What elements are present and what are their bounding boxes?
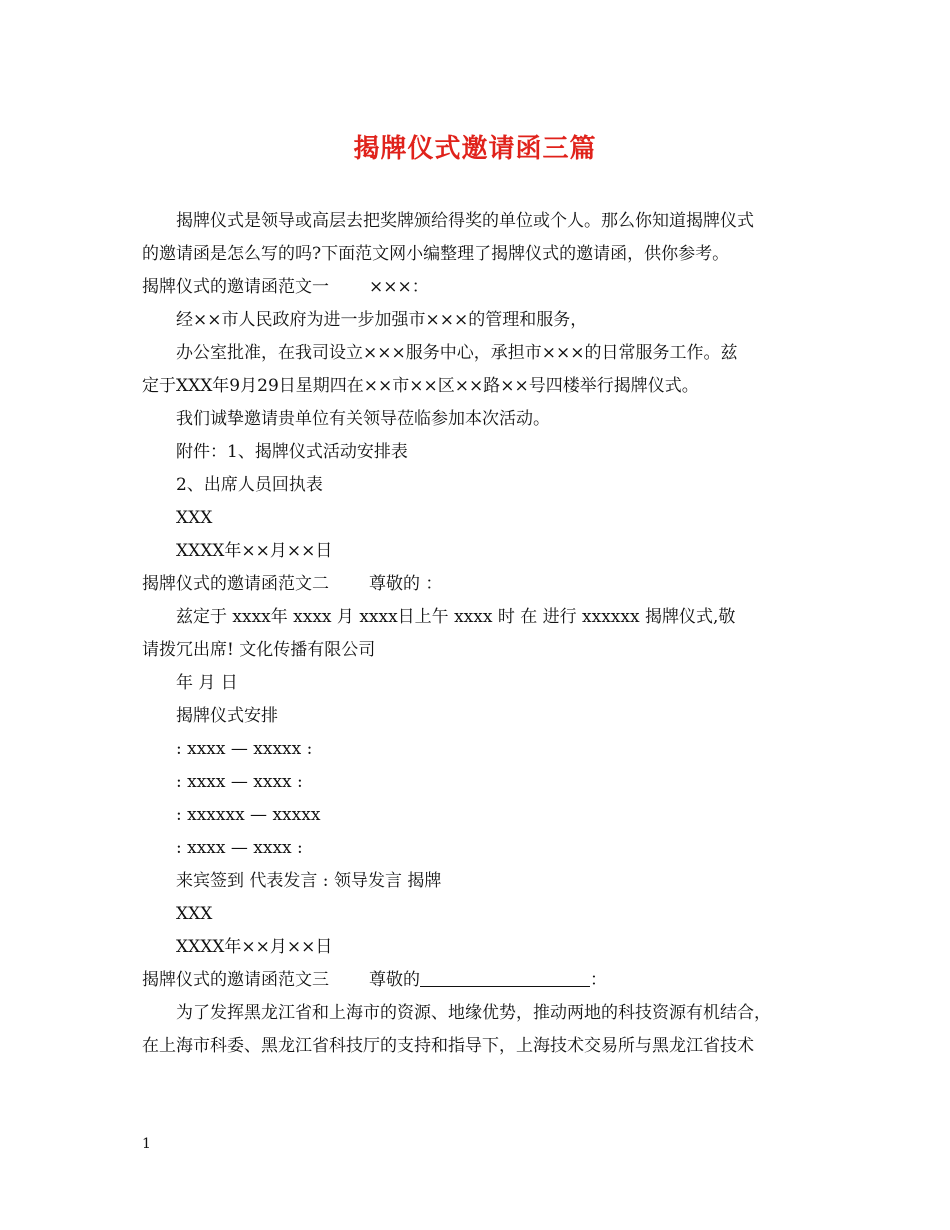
sample2-line: 来宾签到 代表发言 : 领导发言 揭牌 <box>176 871 442 891</box>
page-number: 1 <box>142 1136 151 1152</box>
sample3-heading: 揭牌仪式的邀请函范文三 <box>142 970 329 990</box>
sample2-line: XXX <box>176 904 213 924</box>
sample1-line: XXX <box>176 508 213 528</box>
sample3-salutation-prefix: 尊敬的 <box>369 970 420 990</box>
sample2-line: : xxxx — xxxxx : <box>176 739 313 759</box>
sample2-line: 兹定于 xxxx年 xxxx 月 xxxx日上午 xxxx 时 在 进行 xxxxxx 揭牌仪式,敬 <box>176 607 736 627</box>
sample3-heading-line <box>142 964 822 997</box>
sample2-line: 年 月 日 <box>176 673 238 693</box>
sample3-line: 为了发挥黑龙江省和上海市的资源、地缘优势，推动两地的科技资源有机结合， <box>176 1003 771 1023</box>
sample2-salutation: 尊敬的 ： <box>369 574 443 594</box>
document-body <box>142 205 822 1063</box>
sample2-line: : xxxx — xxxx : <box>176 772 303 792</box>
sample2-heading: 揭牌仪式的邀请函范文二 <box>142 574 329 594</box>
sample2-line: 揭牌仪式安排 <box>176 706 278 726</box>
sample2-line: : xxxxxx — xxxxx <box>176 805 321 825</box>
sample2-line: : xxxx — xxxx : <box>176 838 303 858</box>
sample1-line: 附件：1、揭牌仪式活动安排表 <box>176 442 408 462</box>
document-title: 揭牌仪式邀请函三篇 <box>353 134 597 164</box>
sample1-line: 定于XXX年9月29日星期四在××市××区××路××号四楼举行揭牌仪式。 <box>142 376 699 396</box>
sample1-line: 经××市人民政府为进一步加强市×××的管理和服务， <box>176 310 588 330</box>
intro-line-2: 的邀请函是怎么写的吗?下面范文网小编整理了揭牌仪式的邀请函，供你参考。 <box>142 244 730 264</box>
intro-line-1: 揭牌仪式是领导或高层去把奖牌颁给得奖的单位或个人。那么你知道揭牌仪式 <box>176 211 754 231</box>
sample1-line: 办公室批准，在我司设立×××服务中心，承担市×××的日常服务工作。兹 <box>176 343 738 363</box>
sample1-line: 2、出席人员回执表 <box>176 475 323 495</box>
sample2-heading-line <box>142 568 822 601</box>
sample1-line: 我们诚挚邀请贵单位有关领导莅临参加本次活动。 <box>176 409 550 429</box>
sample2-line: 请拨冗出席! 文化传播有限公司 <box>142 640 376 660</box>
sample3-line: 在上海市科委、黑龙江省科技厅的支持和指导下，上海技术交易所与黑龙江省技术 <box>142 1036 754 1056</box>
sample1-salutation: ×××： <box>369 277 429 297</box>
sample1-heading: 揭牌仪式的邀请函范文一 <box>142 277 329 297</box>
sample1-heading-line <box>142 271 822 304</box>
sample2-line: XXXX年××月××日 <box>176 937 333 957</box>
sample3-salutation-suffix: ： <box>590 970 607 990</box>
sample1-line: XXXX年××月××日 <box>176 541 333 561</box>
salutation-blank-line <box>420 966 590 987</box>
